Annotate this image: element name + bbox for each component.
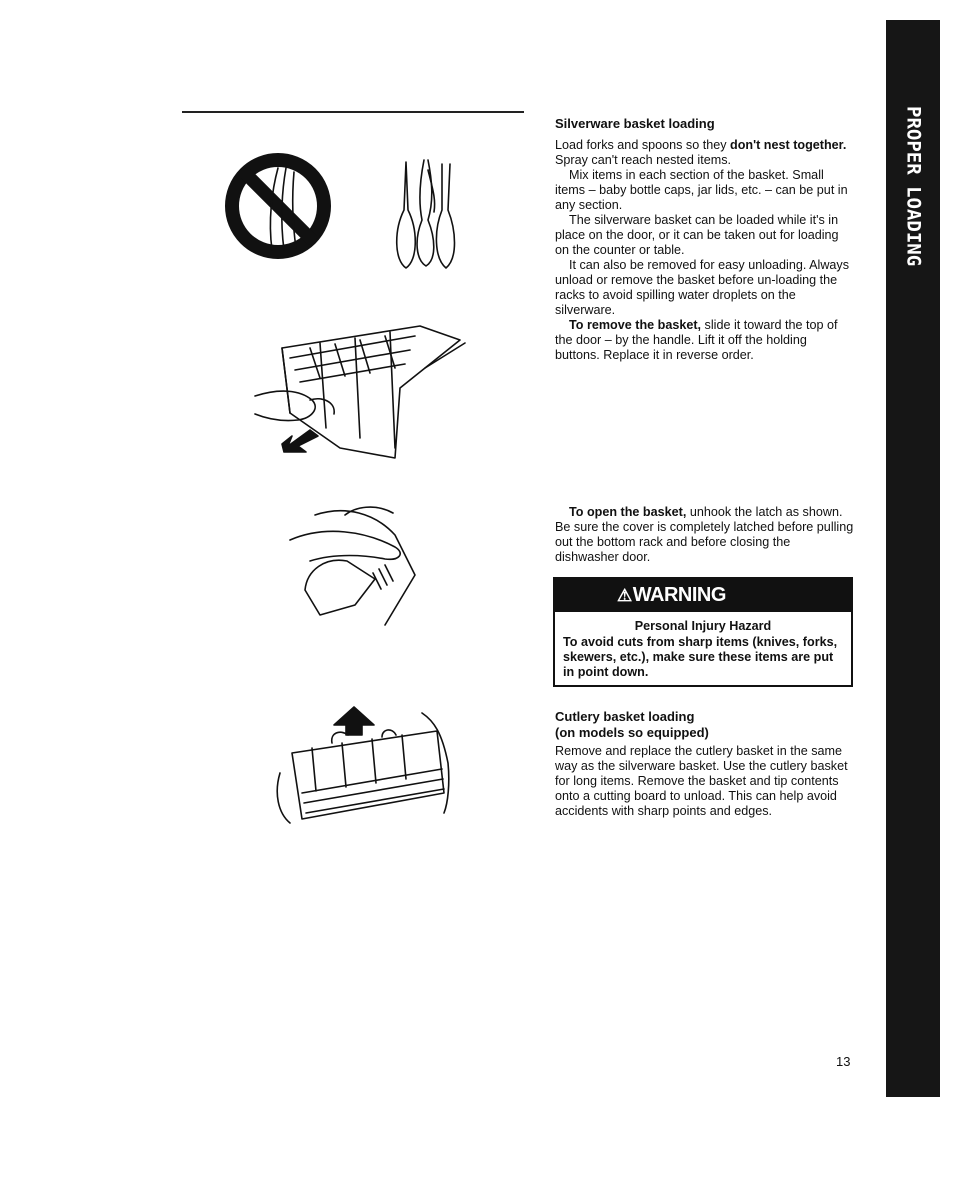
warning-box (553, 577, 853, 687)
arrow-up-icon (334, 707, 374, 735)
warning-title: Personal Injury Hazard (634, 619, 772, 633)
p5-bold: To remove the basket, (569, 318, 702, 332)
silverware-paragraph-4: It can also be removed for easy unloading. Always unload or remove the basket before un-loading the racks to avoid spilling water droplets on the silverware. (555, 258, 850, 317)
side-tab-label: PROPER LOADING (902, 106, 925, 267)
page-number: 13 (836, 1054, 851, 1069)
cutlery-heading-line-2: (on models so equipped) (555, 725, 709, 740)
no-nesting-illustration (228, 150, 458, 275)
warning-triangle-icon: ⚠ (617, 586, 632, 605)
arrow-down-left-icon (282, 430, 318, 452)
silverware-heading: Silverware basket loading (555, 116, 715, 131)
cutlery-section (555, 709, 855, 819)
silverware-paragraph-5 (555, 318, 855, 363)
section-side-tab (886, 20, 940, 1097)
p1-bold: don't nest together. (730, 138, 847, 152)
silverware-section (555, 116, 855, 363)
p1-post: Spray can't reach nested items. (555, 153, 732, 167)
warning-banner (555, 579, 851, 612)
silverware-paragraph-1 (555, 138, 855, 168)
warning-body (555, 612, 851, 680)
open-basket-bold: To open the basket, (569, 505, 687, 519)
p5-post: slide it toward the top of the door – by the handle. Lift it off the holding buttons. Replace it in reverse order. (555, 318, 838, 362)
no-symbol-icon (232, 160, 324, 252)
open-basket-section (555, 505, 855, 565)
silverware-paragraph-2: Mix items in each section of the basket. Small items – baby bottle caps, jar lids, etc. – can be put in any section. (555, 168, 848, 212)
top-rule (182, 111, 524, 113)
open-basket-paragraph (555, 505, 855, 565)
cutlery-basket-illustration (272, 703, 457, 825)
remove-basket-illustration (250, 318, 475, 463)
cutlery-paragraph: Remove and replace the cutlery basket in the same way as the silverware basket. Use the cutlery basket for long items. Remove the basket and tip contents onto a cutting board to unload. This can help avoid accidents with sharp points and edges. (555, 744, 848, 818)
open-latch-illustration (285, 495, 435, 625)
silverware-paragraph-3: The silverware basket can be loaded while it's in place on the door, or it can be taken out for loading on the counter or table. (555, 213, 839, 257)
cutlery-heading-line-1: Cutlery basket loading (555, 709, 695, 724)
warning-banner-text: WARNING (632, 584, 726, 606)
open-basket-text: unhook the latch as shown. Be sure the cover is completely latched before pulling out the bottom rack and before closing the dishwasher door. (555, 505, 854, 564)
cutlery-heading (555, 709, 855, 741)
p1-pre: Load forks and spoons so they (555, 138, 731, 152)
separated-utensils-icon (397, 160, 455, 268)
warning-text: To avoid cuts from sharp items (knives, forks, skewers, etc.), make sure these items are put in point down. (563, 635, 838, 679)
